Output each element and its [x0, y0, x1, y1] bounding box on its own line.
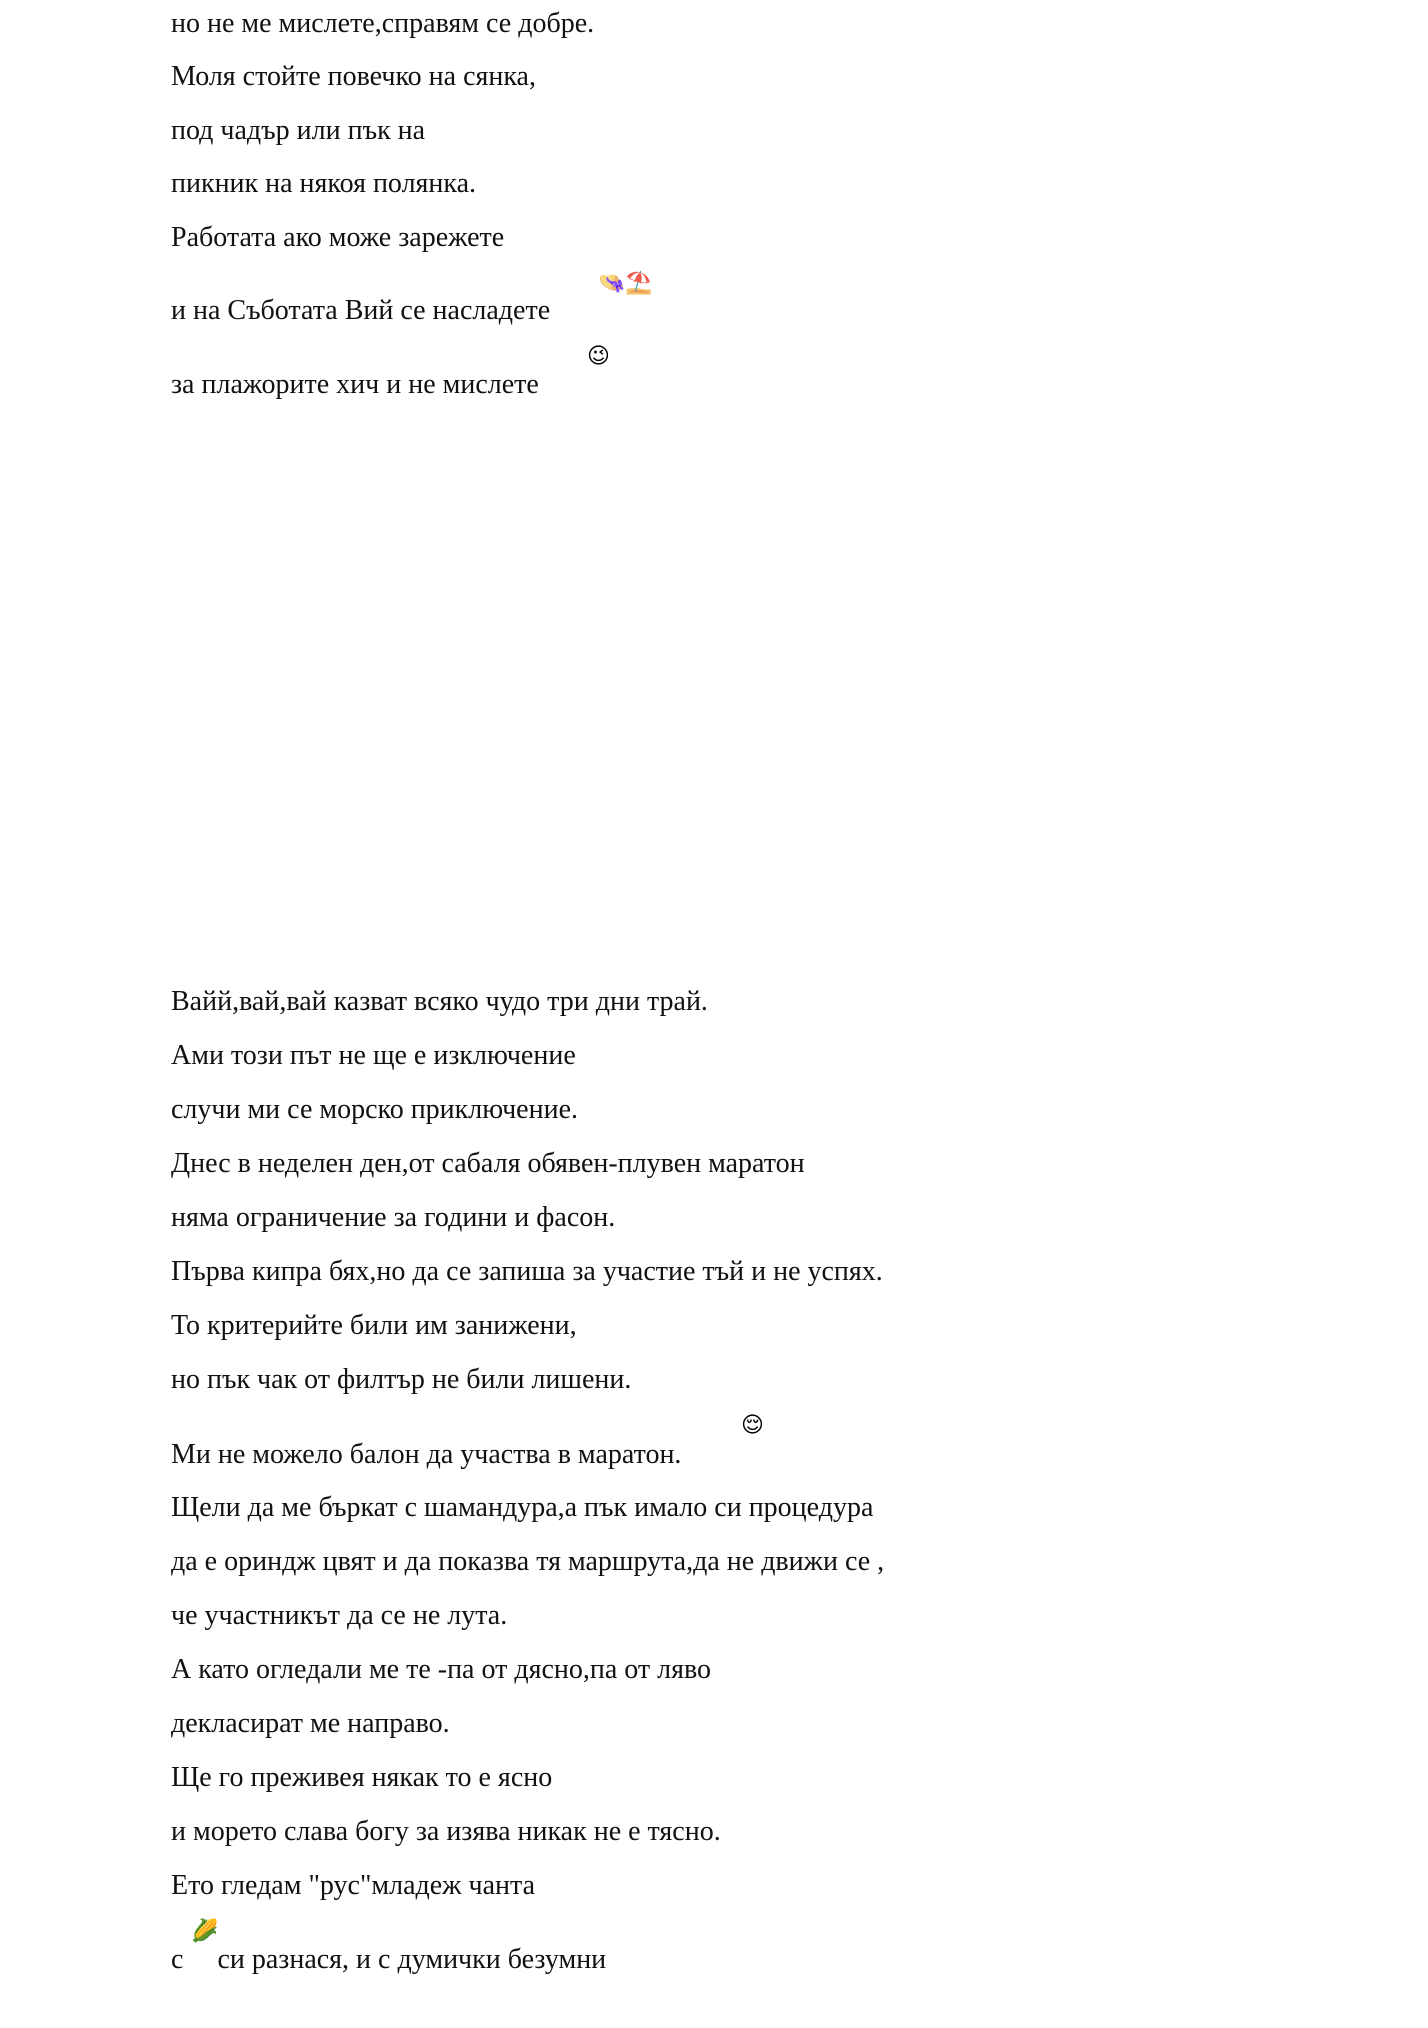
poem-line: То критерийте били им занижени, — [171, 1310, 577, 1341]
relieved-emoji-icon: 😌 — [741, 1413, 764, 1438]
poem-line: Ето гледам "рус"младеж чанта — [171, 1870, 536, 1901]
poem-line: Днес в неделен ден,от сабаля обявен-плувен маратон — [171, 1148, 805, 1179]
poem-line: но не ме мислете,справям се добре. — [171, 8, 595, 39]
poem-line: пикник на някоя полянка. — [171, 168, 477, 199]
poem-line: Ще го преживея някак то е ясно — [171, 1762, 553, 1793]
poem-line-last — [171, 1944, 606, 1976]
poem-line: но пък чак от филтър не били лишени. — [171, 1364, 632, 1395]
poem-line: за плажорите хич и не мислете — [171, 369, 539, 400]
wink-emoji-icon: 😉 — [587, 344, 610, 369]
poem-line: и на Съботата Вий се насладете — [171, 295, 551, 326]
last-line-start: с — [171, 1944, 184, 1975]
poem-line: под чадър или пък на — [171, 115, 426, 146]
poem-line: А като огледали ме те -па от дясно,па от ляво — [171, 1654, 712, 1685]
poem-line: декласират ме направо. — [171, 1708, 450, 1739]
poem-line: че участникът да се не лута. — [171, 1600, 508, 1631]
poem-line: Вайй,вай,вай казват всяко чудо три дни трай. — [171, 986, 708, 1017]
poem-line: случи ми се морско приключение. — [171, 1094, 578, 1125]
poem-line: Първа кипра бях,но да се запиша за участие тъй и не успях. — [171, 1256, 883, 1287]
poem-line: няма ограничение за години и фасон. — [171, 1202, 616, 1233]
poem-line: Моля стойте повечко на сянка, — [171, 61, 536, 92]
poem-line: Ми не можело балон да участва в маратон. — [171, 1439, 682, 1470]
poem-line: Работата ако може зарежете — [171, 222, 505, 253]
poem-line: и морето слава богу за изява никак не е тясно. — [171, 1816, 721, 1847]
hat-umbrella-emoji-icon: 👒⛱️ — [598, 271, 653, 296]
poem-line: Щели да ме бъркат с шамандура,а пък имало си процедура — [171, 1492, 874, 1523]
poem-line: Ами този път не ще е изключение — [171, 1040, 576, 1071]
poem-line: да е ориндж цвят и да показва тя маршрута,да не движи се , — [171, 1546, 885, 1577]
last-line-end: си разнася, и с думички безумни — [217, 1944, 607, 1975]
corn-emoji-icon: 🌽 — [191, 1919, 219, 1944]
